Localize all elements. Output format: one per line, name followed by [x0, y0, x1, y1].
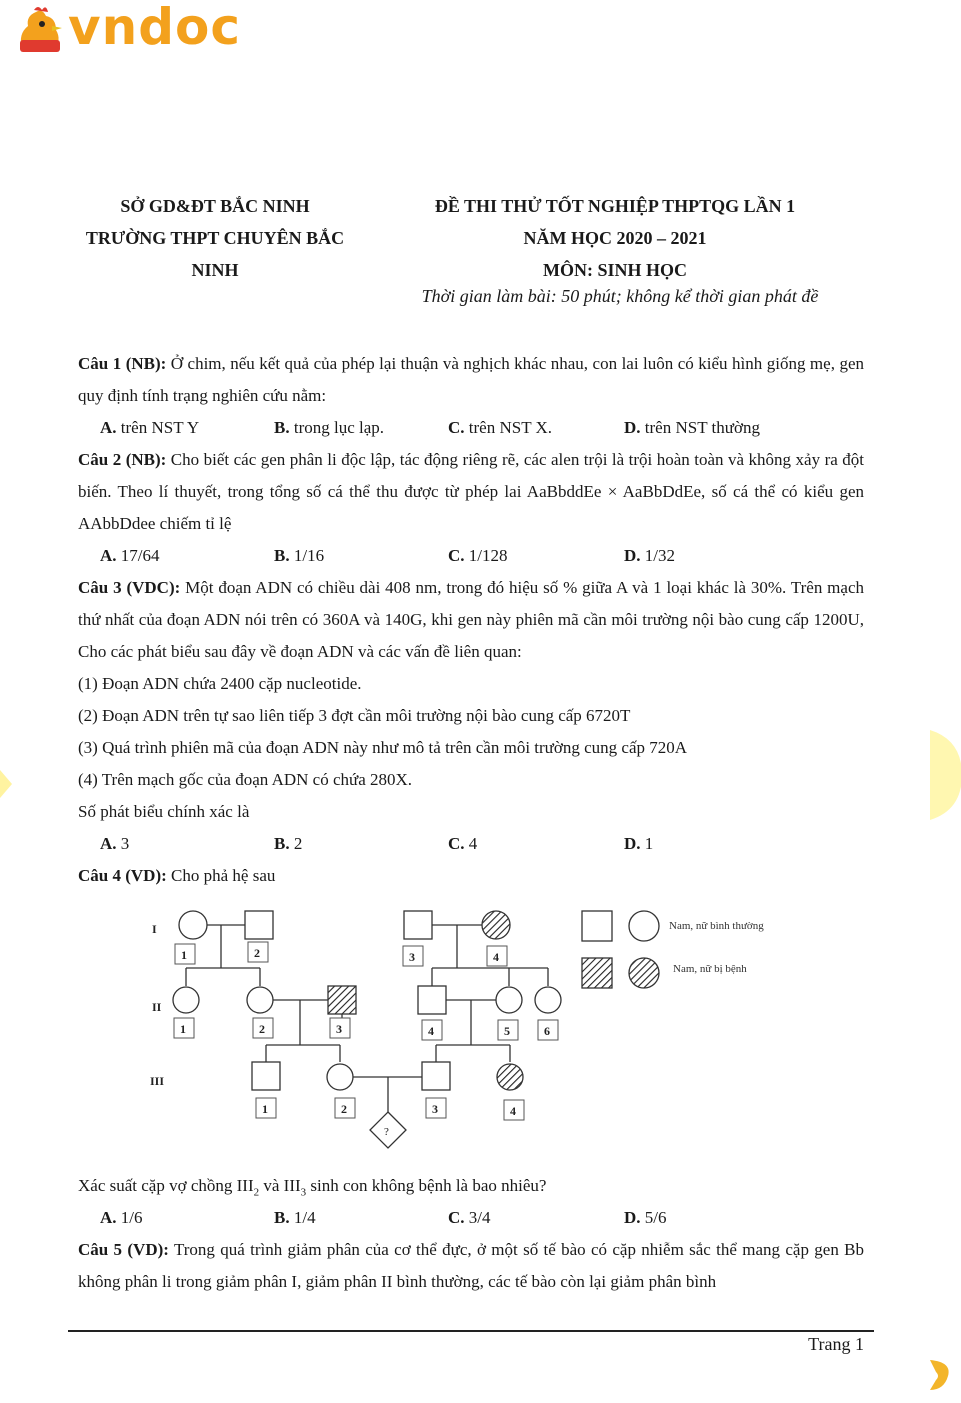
number-label	[498, 1020, 518, 1040]
question-1-label: Câu 1 (NB):	[78, 354, 167, 373]
svg-text:4: 4	[428, 1024, 434, 1038]
question-1-options	[100, 412, 860, 444]
question-3	[78, 572, 864, 668]
number-label	[174, 1018, 194, 1038]
department-name: SỞ GD&ĐT BẮC NINH	[120, 196, 310, 216]
svg-text:2: 2	[341, 1102, 347, 1116]
question-2-label: Câu 2 (NB):	[78, 450, 167, 469]
legend-male-affected	[582, 958, 612, 988]
number-label	[330, 1018, 350, 1038]
number-label	[504, 1100, 524, 1120]
brand-name: vndoc	[68, 0, 241, 56]
option-c[interactable]: C. trên NST X.	[448, 418, 553, 437]
svg-text:6: 6	[544, 1024, 550, 1038]
question-3-label: Câu 3 (VDC):	[78, 578, 181, 597]
question-4-options	[100, 1202, 860, 1234]
question-3-options	[100, 828, 860, 860]
option-a[interactable]: A. 1/6	[100, 1208, 143, 1227]
question-5-text: Trong quá trình giảm phân của cơ thể đực, ở một số tế bào có cặp nhiễm sắc thể mang cặp gen Bb không phân li trong giảm phân I, giảm phân II bình thường, các tế bào còn lại giảm phân bình	[78, 1240, 864, 1291]
option-a[interactable]: A. 17/64	[100, 546, 160, 565]
question-5	[78, 1234, 864, 1298]
school-year: NĂM HỌC 2020 – 2021	[523, 228, 707, 248]
statement-1: (1) Đoạn ADN chứa 2400 cặp nucleotide.	[78, 674, 362, 693]
school-name-line1: TRƯỜNG THPT CHUYÊN BẮC	[85, 228, 345, 248]
generation-label: I	[152, 922, 157, 936]
female-normal	[535, 987, 561, 1013]
male-normal	[404, 911, 432, 939]
option-b[interactable]: B. 1/16	[274, 546, 325, 565]
rooster-mascot-icon	[12, 4, 68, 60]
option-c[interactable]: C. 1/128	[448, 546, 508, 565]
question-4-text: Cho phả hệ sau	[166, 866, 276, 885]
female-affected	[497, 1064, 523, 1090]
question-2	[78, 444, 864, 540]
pedigree-chart	[130, 900, 830, 1160]
exam-duration: Thời gian làm bài: 50 phút; không kể thời gian phát đề	[421, 286, 819, 306]
option-d[interactable]: D. 5/6	[624, 1208, 667, 1227]
svg-text:1: 1	[180, 1022, 186, 1036]
question-1-text: Ở chim, nếu kết quả của phép lại thuận và nghịch khác nhau, con lai luôn có kiểu hình giống mẹ, gen quy định tính trạng nghiên cứu nằm:	[78, 354, 864, 405]
question-4-prompt: Xác suất cặp vợ chồng $III_2$ và $III_3$ sinh con không bệnh là bao nhiêu?	[78, 1176, 547, 1199]
question-2-text: Cho biết các gen phân li độc lập, tác động riêng rẽ, các alen trội là trội hoàn toàn và không xảy ra đột biến. Theo lí thuyết, trong tổng số cá thể thu được từ phép lai AaBbddEe × AaBbDdEe, số cá thể có kiểu gen AAbbDdee chiếm tỉ lệ	[78, 450, 864, 533]
svg-text:1: 1	[181, 948, 187, 962]
option-c[interactable]: C. 4	[448, 834, 478, 853]
svg-text:3: 3	[409, 950, 415, 964]
number-label	[487, 946, 507, 966]
option-b[interactable]: B. trong lục lạp.	[274, 418, 385, 437]
question-5-label: Câu 5 (VD):	[78, 1240, 169, 1259]
option-b[interactable]: B. 1/4	[274, 1208, 316, 1227]
exam-title: ĐỀ THI THỬ TỐT NGHIỆP THPTQG LẦN 1	[434, 196, 796, 216]
number-label	[538, 1020, 558, 1040]
male-normal	[245, 911, 273, 939]
question-2-options	[100, 540, 860, 572]
statement-3: (3) Quá trình phiên mã của đoạn ADN này như mô tả trên cần môi trường cung cấp 720A	[78, 738, 688, 757]
svg-text:4: 4	[493, 950, 499, 964]
decorative-shape-icon	[926, 1358, 952, 1392]
female-normal	[179, 911, 207, 939]
question-1	[78, 348, 864, 412]
female-normal	[327, 1064, 353, 1090]
option-d[interactable]: D. 1/32	[624, 546, 676, 565]
subject: MÔN: SINH HỌC	[543, 260, 687, 280]
unknown-mark: ?	[384, 1126, 389, 1138]
question-3-text: Một đoạn ADN có chiều dài 408 nm, trong đó hiệu số % giữa A và 1 loại khác là 30%. Trên mạch thứ nhất của đoạn ADN nói trên có 360A và 140G, khi gen này phiên mã cần môi trường nội bào cung cấp 1200U, Cho các phát biểu sau đây về đoạn ADN và các vấn đề liên quan:	[78, 578, 865, 661]
legend-female-normal	[629, 911, 659, 941]
male-normal	[422, 1062, 450, 1090]
number-label	[248, 942, 268, 962]
footer-divider	[68, 1330, 874, 1332]
option-c[interactable]: C. 3/4	[448, 1208, 491, 1227]
legend-affected-label: Nam, nữ bị bệnh	[673, 963, 747, 975]
generation-label: II	[152, 1000, 162, 1014]
legend-male-normal	[582, 911, 612, 941]
statement-2: (2) Đoạn ADN trên tự sao liên tiếp 3 đợt cần môi trường nội bào cung cấp 6720T	[78, 706, 631, 725]
female-normal	[173, 987, 199, 1013]
school-name-line2: NINH	[191, 260, 239, 280]
svg-text:1: 1	[262, 1102, 268, 1116]
decorative-shape-icon	[930, 730, 961, 820]
male-affected	[328, 986, 356, 1014]
svg-text:2: 2	[259, 1022, 265, 1036]
statement-4: (4) Trên mạch gốc của đoạn ADN có chứa 280X.	[78, 770, 413, 789]
svg-text:5: 5	[504, 1024, 510, 1038]
number-label	[253, 1018, 273, 1038]
number-label	[426, 1098, 446, 1118]
female-normal	[496, 987, 522, 1013]
vndoc-logo[interactable]	[12, 0, 252, 60]
male-normal	[252, 1062, 280, 1090]
number-label	[256, 1098, 276, 1118]
question-4	[78, 860, 275, 892]
svg-text:4: 4	[510, 1104, 516, 1118]
svg-text:2: 2	[254, 946, 260, 960]
female-affected	[482, 911, 510, 939]
option-b[interactable]: B. 2	[274, 834, 303, 853]
decorative-shape-icon	[0, 770, 12, 798]
school-header	[60, 190, 370, 286]
number-label	[422, 1020, 442, 1040]
question-3-prompt: Số phát biểu chính xác là	[78, 802, 250, 821]
option-d[interactable]: D. trên NST thường	[624, 418, 760, 437]
generation-label: III	[150, 1074, 165, 1088]
legend-female-affected	[629, 958, 659, 988]
number-label	[335, 1098, 355, 1118]
svg-text:3: 3	[432, 1102, 438, 1116]
svg-text:3: 3	[336, 1022, 342, 1036]
male-normal	[418, 986, 446, 1014]
legend-normal-label: Nam, nữ bình thường	[669, 920, 764, 932]
option-d[interactable]: D. 1	[624, 834, 654, 853]
option-a[interactable]: A. trên NST Y	[100, 418, 200, 437]
number-label	[175, 944, 195, 964]
page-number: Trang 1	[808, 1334, 864, 1354]
option-a[interactable]: A. 3	[100, 834, 130, 853]
female-normal	[247, 987, 273, 1013]
number-label	[403, 946, 423, 966]
question-4-label: Câu 4 (VD):	[78, 866, 167, 885]
exam-header	[400, 190, 830, 286]
